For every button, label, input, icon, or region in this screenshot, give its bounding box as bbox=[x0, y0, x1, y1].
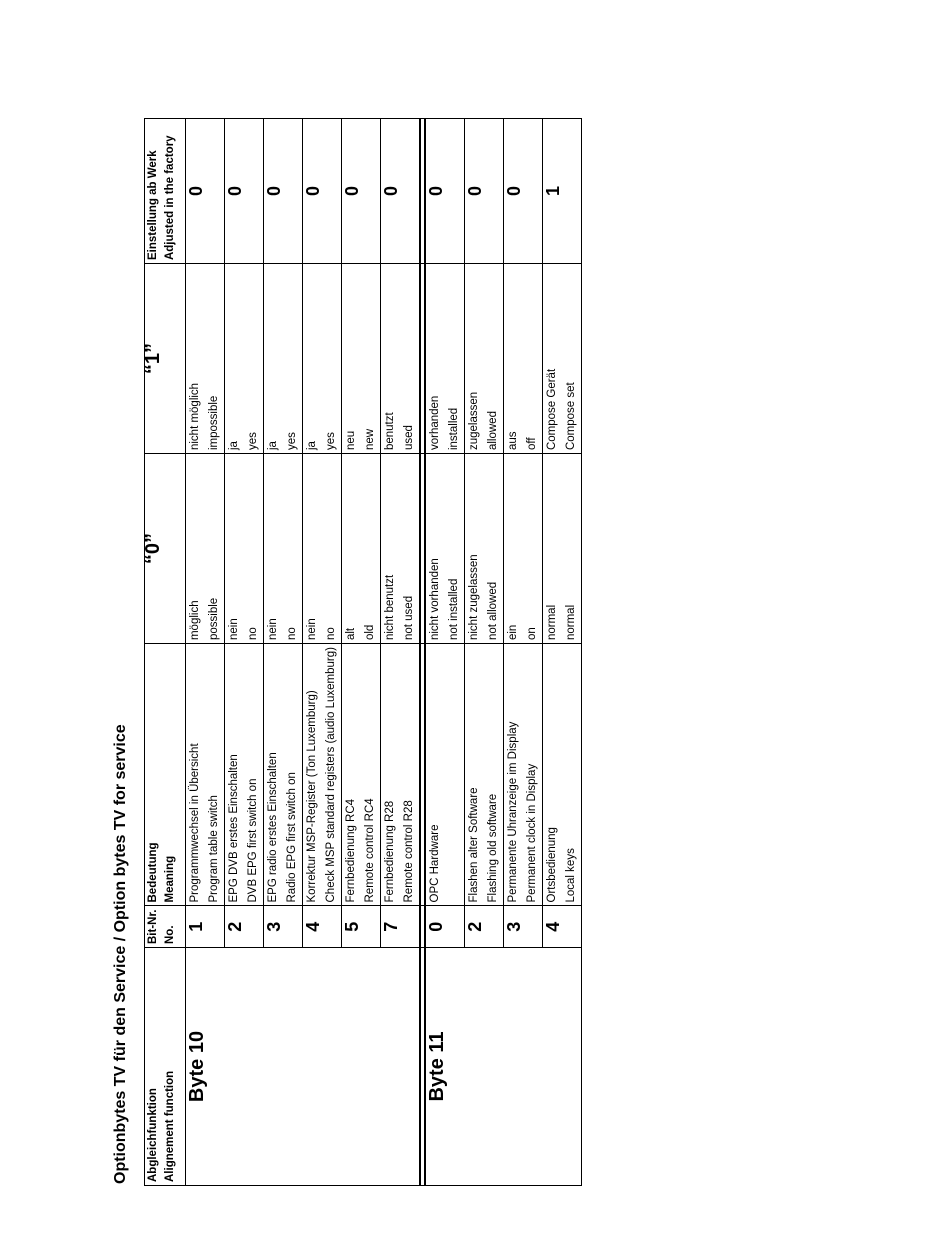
factory-value: 0 bbox=[504, 119, 543, 264]
meaning-cell bbox=[342, 644, 381, 906]
zero-line: nein bbox=[267, 618, 279, 641]
one-cell bbox=[543, 264, 582, 454]
one-line: nicht möglich bbox=[189, 382, 201, 451]
meaning-cell bbox=[264, 644, 303, 906]
bit-number: 3 bbox=[504, 906, 543, 948]
one-cell bbox=[264, 264, 303, 454]
factory-value: 0 bbox=[264, 119, 303, 264]
zero-line: not allowed bbox=[487, 581, 499, 641]
one-cell bbox=[186, 264, 225, 454]
factory-value: 0 bbox=[425, 119, 465, 264]
meaning-line: Radio EPG first switch on bbox=[286, 772, 298, 903]
zero-cell bbox=[342, 454, 381, 644]
meaning-cell bbox=[504, 644, 543, 906]
one-line: off bbox=[526, 437, 538, 451]
zero-cell bbox=[186, 454, 225, 644]
meaning-cell bbox=[425, 644, 465, 906]
meaning-line: Ortsbedienung bbox=[546, 827, 558, 903]
factory-value: 0 bbox=[225, 119, 264, 264]
zero-line: normal bbox=[565, 604, 577, 641]
zero-line: nein bbox=[306, 618, 318, 641]
factory-value: 0 bbox=[342, 119, 381, 264]
meaning-cell bbox=[225, 644, 264, 906]
zero-line: nein bbox=[228, 618, 240, 641]
meaning-cell bbox=[465, 644, 504, 906]
one-cell bbox=[504, 264, 543, 454]
one-line: yes bbox=[325, 432, 337, 451]
one-line: ja bbox=[228, 441, 240, 451]
meaning-line: EPG DVB erstes Einschalten bbox=[228, 754, 240, 903]
one-line: allowed bbox=[487, 411, 499, 451]
table-row bbox=[425, 119, 465, 1186]
meaning-line: Korrektur MSP-Register (Ton Luxemburg) bbox=[306, 690, 318, 903]
one-line: Compose set bbox=[565, 382, 577, 451]
zero-line: ein bbox=[507, 624, 519, 641]
one-line: impossible bbox=[208, 395, 220, 451]
one-line: new bbox=[364, 428, 376, 451]
meaning-line: Program table switch bbox=[208, 795, 220, 903]
one-line: aus bbox=[507, 431, 519, 451]
one-line: ja bbox=[267, 441, 279, 451]
zero-cell bbox=[504, 454, 543, 644]
zero-line: alt bbox=[345, 627, 357, 641]
byte-group-label: Byte 10 bbox=[186, 948, 421, 1186]
bit-number: 4 bbox=[543, 906, 582, 948]
bit-number: 1 bbox=[186, 906, 225, 948]
page-title: Optionbytes TV für den Service / Option bytes TV for service bbox=[112, 724, 129, 1184]
zero-line: no bbox=[325, 627, 337, 641]
one-line: yes bbox=[247, 432, 259, 451]
zero-cell bbox=[425, 454, 465, 644]
zero-line: nicht vorhanden bbox=[429, 558, 441, 641]
one-cell bbox=[465, 264, 504, 454]
bit-number: 5 bbox=[342, 906, 381, 948]
meaning-line: EPG radio erstes Einschalten bbox=[267, 752, 279, 903]
meaning-cell bbox=[186, 644, 225, 906]
meaning-line: Permanent clock in Display bbox=[526, 763, 538, 903]
table-header-row bbox=[145, 119, 186, 1186]
one-line: benutzt bbox=[384, 412, 396, 451]
bit-number: 2 bbox=[225, 906, 264, 948]
meaning-line: Check MSP standard registers (audio Luxemburg) bbox=[325, 647, 337, 903]
zero-line: no bbox=[247, 627, 259, 641]
factory-value: 0 bbox=[465, 119, 504, 264]
zero-cell bbox=[303, 454, 342, 644]
meaning-line: DVB EPG first switch on bbox=[247, 778, 259, 903]
one-cell bbox=[381, 264, 421, 454]
zero-cell bbox=[543, 454, 582, 644]
header-one: “1” bbox=[145, 264, 186, 454]
byte-group-label: Byte 11 bbox=[425, 948, 582, 1186]
header-function: Abgleichfunktion Alignement function bbox=[145, 948, 186, 1186]
meaning-line: Remote control R28 bbox=[403, 800, 415, 903]
one-line: vorhanden bbox=[429, 395, 441, 451]
one-cell bbox=[225, 264, 264, 454]
one-cell bbox=[425, 264, 465, 454]
header-zero: “0” bbox=[145, 454, 186, 644]
bit-number: 0 bbox=[425, 906, 465, 948]
factory-value: 0 bbox=[186, 119, 225, 264]
meaning-line: Fernbedienung R28 bbox=[384, 800, 396, 903]
bit-number: 3 bbox=[264, 906, 303, 948]
meaning-line: Programmwechsel in Übersicht bbox=[189, 743, 201, 903]
zero-line: möglich bbox=[189, 600, 201, 641]
meaning-line: Flashen alter Software bbox=[468, 787, 480, 903]
meaning-line: Permanente Uhranzeige im Display bbox=[507, 721, 519, 903]
factory-value: 1 bbox=[543, 119, 582, 264]
zero-line: not installed bbox=[448, 578, 460, 641]
table-row bbox=[186, 119, 225, 1186]
one-line: ja bbox=[306, 441, 318, 451]
bit-number: 4 bbox=[303, 906, 342, 948]
one-cell bbox=[303, 264, 342, 454]
zero-line: normal bbox=[546, 604, 558, 641]
bit-number: 2 bbox=[465, 906, 504, 948]
table-body bbox=[186, 119, 582, 1186]
header-factory: Einstellung ab Werk Adjusted in the factory bbox=[145, 119, 186, 264]
one-line: neu bbox=[345, 430, 357, 451]
option-bytes-table bbox=[144, 118, 582, 1186]
one-line: installed bbox=[448, 407, 460, 451]
rotated-page bbox=[112, 50, 577, 1190]
zero-cell bbox=[225, 454, 264, 644]
header-bit: Bit-Nr. No. bbox=[145, 906, 186, 948]
meaning-cell bbox=[381, 644, 421, 906]
factory-value: 0 bbox=[381, 119, 421, 264]
meaning-line: Fernbedienung RC4 bbox=[345, 798, 357, 903]
meaning-cell bbox=[543, 644, 582, 906]
meaning-line: Flashing old software bbox=[487, 793, 499, 903]
one-line: yes bbox=[286, 432, 298, 451]
meaning-line: Local keys bbox=[565, 848, 577, 903]
zero-line: on bbox=[526, 627, 538, 641]
one-line: zugelassen bbox=[468, 391, 480, 451]
zero-line: no bbox=[286, 627, 298, 641]
zero-cell bbox=[264, 454, 303, 644]
zero-line: possible bbox=[208, 597, 220, 641]
meaning-line: Remote control RC4 bbox=[364, 798, 376, 903]
one-line: Compose Gerät bbox=[546, 368, 558, 451]
one-cell bbox=[342, 264, 381, 454]
zero-line: nicht benutzt bbox=[384, 574, 396, 641]
factory-value: 0 bbox=[303, 119, 342, 264]
zero-cell bbox=[465, 454, 504, 644]
one-line: used bbox=[403, 425, 415, 451]
zero-line: old bbox=[364, 624, 376, 641]
bit-number: 7 bbox=[381, 906, 421, 948]
meaning-cell bbox=[303, 644, 342, 906]
meaning-line: OPC Hardware bbox=[429, 824, 441, 903]
zero-line: not used bbox=[403, 595, 415, 641]
zero-line: nicht zugelassen bbox=[468, 554, 480, 641]
zero-cell bbox=[381, 454, 421, 644]
header-meaning: Bedeutung Meaning bbox=[145, 644, 186, 906]
